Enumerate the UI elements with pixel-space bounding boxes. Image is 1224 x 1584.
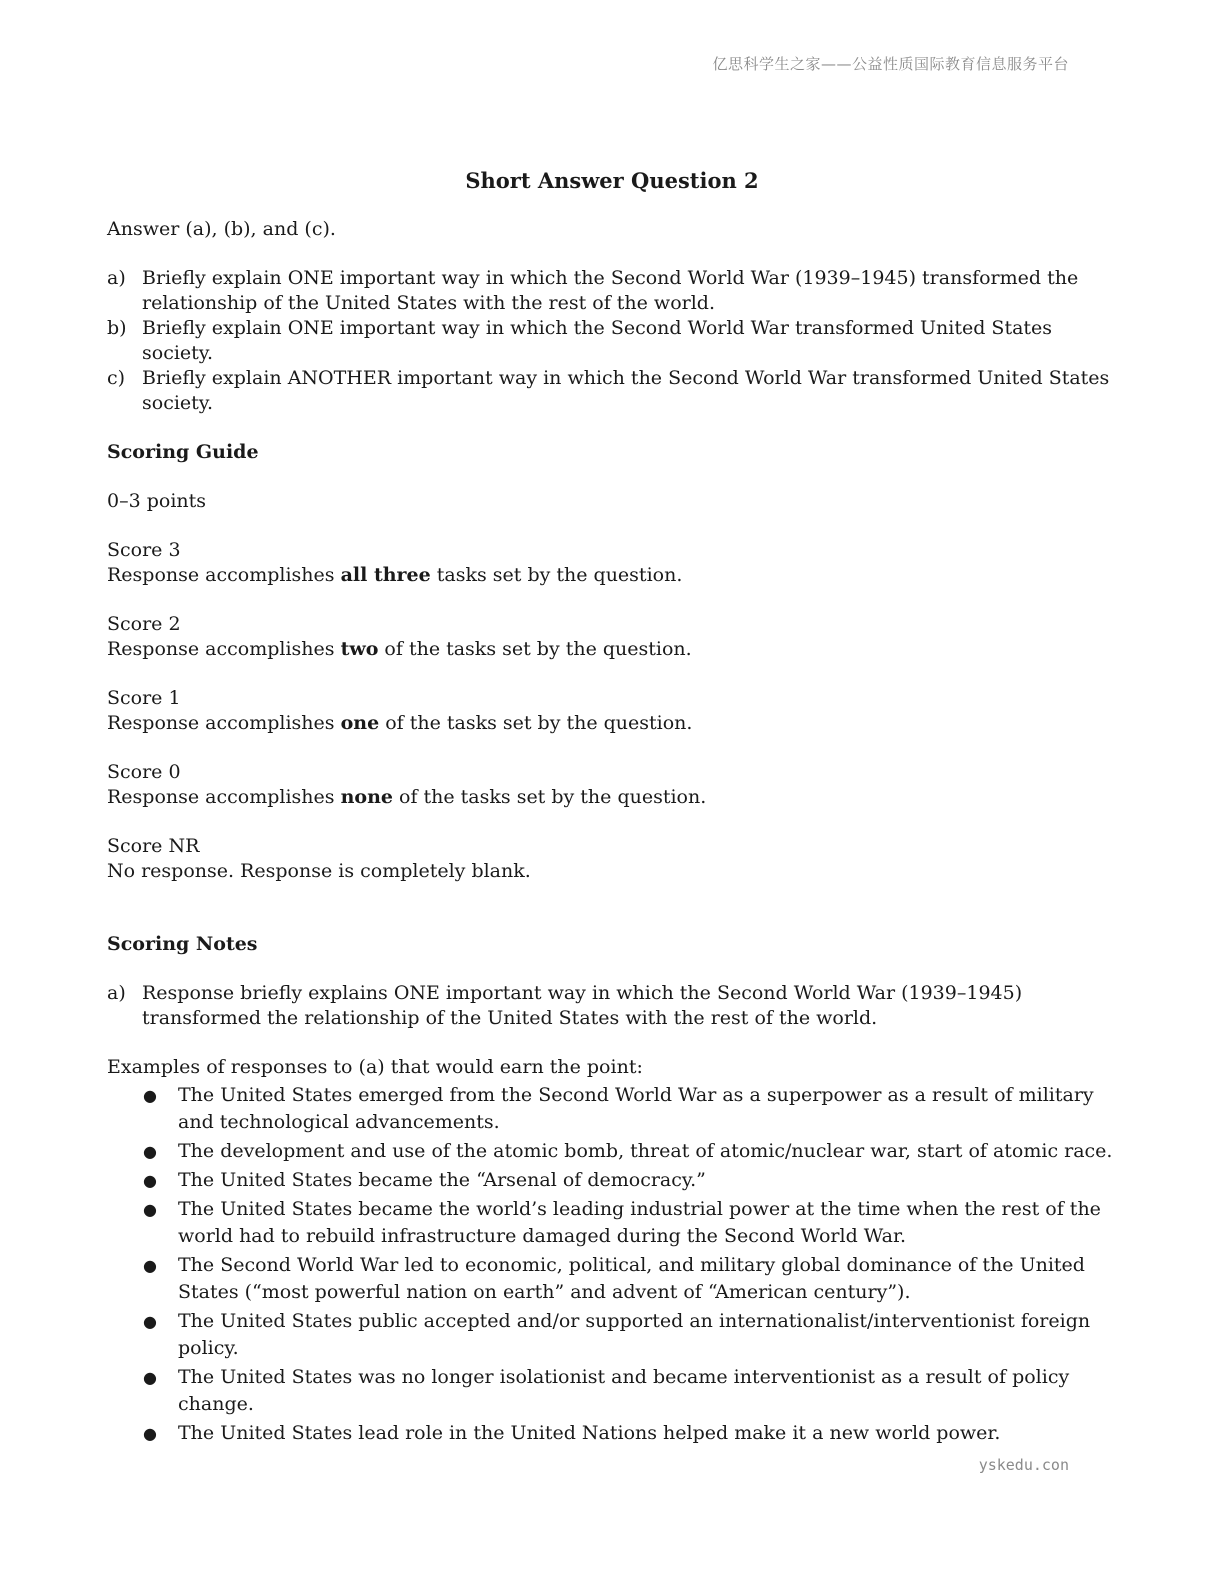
score-desc-pre: Response accomplishes	[107, 564, 341, 586]
bullet-icon: ●	[143, 1256, 157, 1275]
example-text: The United States became the “Arsenal of democracy.”	[178, 1169, 706, 1191]
question-item	[107, 366, 1117, 416]
scoring-notes-heading: Scoring Notes	[107, 933, 258, 955]
score-desc-bold: none	[340, 786, 393, 808]
example-text: The United States lead role in the United Nations helped make it a new world power.	[178, 1422, 1001, 1444]
question-marker: b)	[107, 317, 127, 339]
list-item	[107, 1308, 1117, 1362]
example-text: The United States was no longer isolationist and became interventionist as a result of policy change.	[178, 1366, 1070, 1415]
bullet-icon: ●	[143, 1424, 157, 1443]
question-marker: c)	[107, 367, 126, 389]
score-desc-pre: Response accomplishes	[107, 638, 341, 660]
score-nr-block	[107, 834, 1117, 884]
section-spacer	[107, 908, 1117, 932]
example-text: The United States emerged from the Second World War as a superpower as a result of military and technological advancements.	[178, 1084, 1094, 1133]
question-marker: a)	[107, 267, 126, 289]
examples-list	[107, 1082, 1117, 1447]
score-label: Score 1	[107, 687, 181, 709]
score-label: Score 2	[107, 613, 181, 635]
question-text: Briefly explain ONE important way in which the Second World War (1939–1945) transformed the relationship of the United States with the rest of the world.	[142, 267, 1079, 314]
list-item	[107, 1167, 1117, 1194]
score-label: Score NR	[107, 835, 200, 857]
example-text: The United States became the world’s leading industrial power at the time when the rest of the world had to rebuild infrastructure damaged during the Second World War.	[178, 1198, 1101, 1247]
question-list	[107, 266, 1117, 416]
list-item	[107, 1252, 1117, 1306]
list-item	[107, 1196, 1117, 1250]
bullet-icon: ●	[143, 1368, 157, 1387]
score-label: Score 0	[107, 761, 181, 783]
score-desc-post: of the tasks set by the question.	[378, 638, 692, 660]
list-item	[107, 1082, 1117, 1136]
score-desc-post: of the tasks set by the question.	[379, 712, 693, 734]
bullet-icon: ●	[143, 1200, 157, 1219]
page-title: Short Answer Question 2	[465, 168, 759, 193]
score-desc-pre: Response accomplishes	[107, 786, 341, 808]
question-text: Briefly explain ANOTHER important way in which the Second World War transformed United States society.	[142, 367, 1110, 414]
question-text: Briefly explain ONE important way in which the Second World War transformed United States society.	[142, 317, 1053, 364]
example-text: The Second World War led to economic, political, and military global dominance of the United States (“most powerful nation on earth” and advent of “American century”).	[178, 1254, 1085, 1303]
score-block	[107, 686, 1117, 736]
watermark-footer: yskedu.con	[978, 1456, 1069, 1474]
points-range: 0–3 points	[107, 490, 207, 512]
document-body	[107, 168, 1117, 1449]
scoring-guide-heading: Scoring Guide	[107, 441, 259, 463]
bullet-icon: ●	[143, 1142, 157, 1161]
question-item	[107, 316, 1117, 366]
bullet-icon: ●	[143, 1312, 157, 1331]
examples-intro: Examples of responses to (a) that would earn the point:	[107, 1056, 643, 1078]
score-desc-bold: all three	[340, 564, 431, 586]
example-text: The United States public accepted and/or supported an internationalist/interventionist foreign policy.	[178, 1310, 1091, 1359]
score-desc-post: tasks set by the question.	[430, 564, 683, 586]
score-desc-pre: Response accomplishes	[107, 712, 341, 734]
score-block	[107, 760, 1117, 810]
bullet-icon: ●	[143, 1086, 157, 1105]
list-item	[107, 1364, 1117, 1418]
score-block	[107, 612, 1117, 662]
note-text: Response briefly explains ONE important way in which the Second World War (1939–1945) transformed the relationship of the United States with the rest of the world.	[142, 982, 1023, 1029]
notes-list	[107, 981, 1117, 1031]
score-desc-bold: two	[340, 638, 379, 660]
example-text: The development and use of the atomic bomb, threat of atomic/nuclear war, start of atomic race.	[178, 1140, 1113, 1162]
score-block	[107, 538, 1117, 588]
instruction-text: Answer (a), (b), and (c).	[107, 218, 336, 240]
watermark-header: 亿思科学生之家——公益性质国际教育信息服务平台	[712, 55, 1069, 73]
score-label: Score 3	[107, 539, 181, 561]
note-marker: a)	[107, 982, 126, 1004]
bullet-icon: ●	[143, 1171, 157, 1190]
score-nr-text: No response. Response is completely blank.	[107, 860, 531, 882]
score-desc-bold: one	[340, 712, 380, 734]
list-item	[107, 1420, 1117, 1447]
question-item	[107, 266, 1117, 316]
list-item	[107, 1138, 1117, 1165]
note-item	[107, 981, 1117, 1031]
score-desc-post: of the tasks set by the question.	[392, 786, 707, 808]
